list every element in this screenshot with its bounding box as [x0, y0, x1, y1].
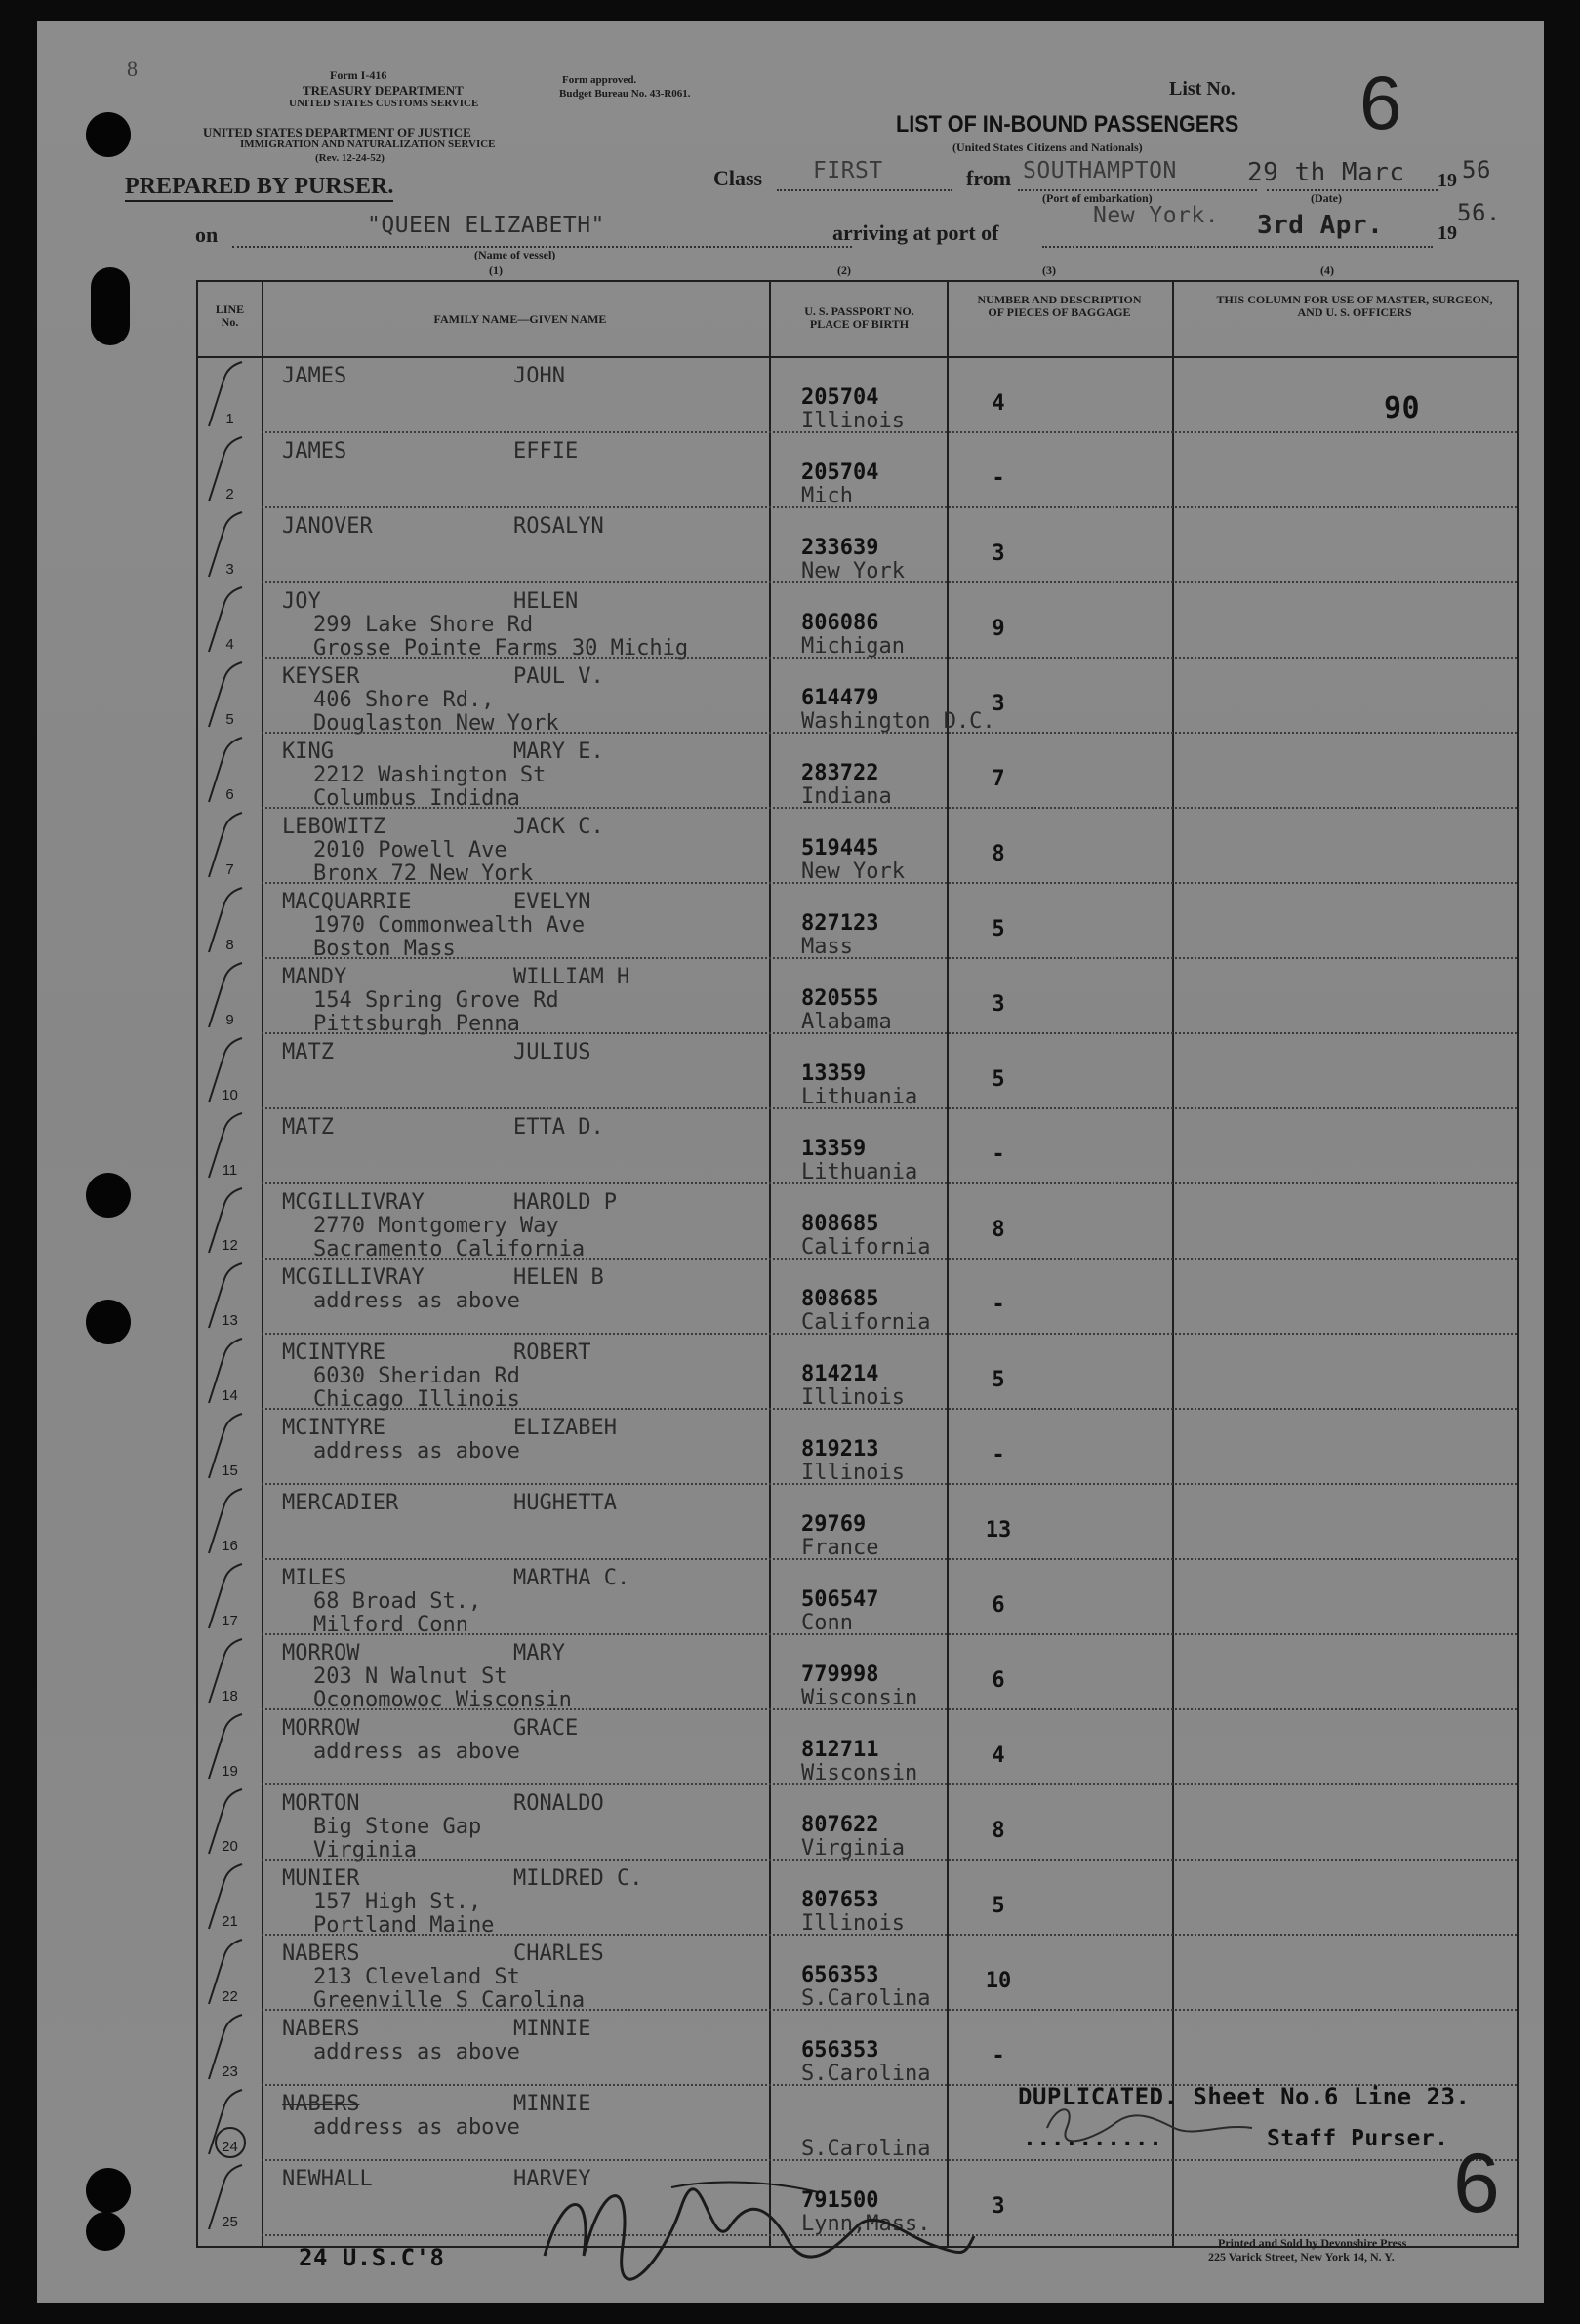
address-line-1: 1970 Commonwealth Ave — [313, 913, 586, 938]
table-row — [198, 734, 1517, 809]
baggage-count: 4 — [992, 1743, 1005, 1768]
class-label: Class — [713, 166, 763, 190]
baggage-count: 7 — [992, 767, 1005, 791]
passport-number: 13359 — [801, 1137, 867, 1161]
address-line-1: 203 N Walnut St — [313, 1664, 507, 1689]
family-name: MANDY — [282, 965, 347, 989]
purser-signature — [1037, 2099, 1262, 2147]
family-name: KING — [282, 740, 334, 764]
place-of-birth: Alabama — [801, 1010, 892, 1034]
date-caption: (Date) — [1311, 191, 1342, 205]
table-row — [198, 1861, 1517, 1936]
family-name: MACQUARRIE — [282, 890, 412, 914]
check-mark — [203, 734, 262, 807]
baggage-count: - — [992, 1142, 1005, 1167]
family-name: MATZ — [282, 1115, 334, 1140]
customs-service: UNITED STATES CUSTOMS SERVICE — [289, 98, 479, 109]
passport-number: 808685 — [801, 1212, 879, 1236]
place-of-birth: New York — [801, 860, 905, 884]
table-row — [198, 809, 1517, 884]
port-embark-caption: (Port of embarkation) — [1042, 191, 1153, 205]
document-page — [37, 21, 1544, 2303]
passport-number: 812711 — [801, 1738, 879, 1762]
given-name: HUGHETTA — [513, 1491, 617, 1515]
check-mark — [203, 1260, 262, 1333]
col4-caption: (4) — [1320, 263, 1334, 277]
check-mark — [203, 508, 262, 581]
baggage-count: 8 — [992, 842, 1005, 866]
family-name: MUNIER — [282, 1866, 360, 1891]
place-of-birth: Illinois — [801, 409, 905, 433]
family-name: NABERS — [282, 1942, 360, 1966]
given-name: MILDRED C. — [513, 1866, 643, 1891]
table-row — [198, 1109, 1517, 1184]
place-of-birth: Illinois — [801, 1911, 905, 1936]
place-of-birth: Wisconsin — [801, 1686, 918, 1710]
family-name: MCINTYRE — [282, 1416, 385, 1440]
arriving-label: arriving at port of — [832, 220, 999, 245]
given-name: PAUL V. — [513, 664, 604, 689]
address-line-2: Bronx 72 New York — [313, 861, 534, 886]
passenger-table — [196, 280, 1519, 2248]
corner-mark: 6 — [1453, 2137, 1500, 2230]
table-row — [198, 1485, 1517, 1560]
col-officers: THIS COLUMN FOR USE OF MASTER, SURGEON, AND U. S. OFFICERS — [1216, 293, 1493, 319]
given-name: GRACE — [513, 1716, 579, 1741]
punch-hole — [91, 267, 130, 345]
passport-number: 656353 — [801, 2038, 879, 2063]
table-row — [198, 1560, 1517, 1635]
line-number: 3 — [225, 561, 234, 578]
passport-number: 807622 — [801, 1813, 879, 1837]
passport-number: 779998 — [801, 1663, 879, 1687]
passport-number: 29769 — [801, 1512, 867, 1537]
check-mark — [203, 1635, 262, 1708]
passport-number: 656353 — [801, 1963, 879, 1987]
given-name: HELEN B — [513, 1265, 604, 1290]
col2-caption: (2) — [837, 263, 851, 277]
line-number: 2 — [225, 486, 234, 502]
punch-hole — [86, 112, 131, 157]
from-label: from — [966, 166, 1012, 190]
family-name: MERCADIER — [282, 1491, 399, 1515]
check-mark — [203, 884, 262, 957]
address-line-1: address as above — [313, 1740, 520, 1764]
family-name: NABERS — [282, 2092, 360, 2116]
address-line-2: Boston Mass — [313, 937, 456, 961]
passport-number: 806086 — [801, 611, 879, 635]
line-number: 5 — [225, 711, 234, 728]
address-line-2: Sacramento California — [313, 1237, 586, 1262]
passport-number: 819213 — [801, 1437, 879, 1462]
year-prefix-2: 19 — [1438, 222, 1457, 244]
address-line-1: 2010 Powell Ave — [313, 838, 507, 862]
vessel-caption: (Name of vessel) — [474, 248, 556, 261]
year-prefix: 19 — [1438, 170, 1457, 191]
check-mark — [203, 1861, 262, 1934]
family-name: MCGILLIVRAY — [282, 1265, 425, 1290]
given-name: ROSALYN — [513, 514, 604, 539]
line-number: 17 — [222, 1613, 238, 1629]
check-mark — [203, 959, 262, 1032]
passport-number: 205704 — [801, 461, 879, 485]
place-of-birth: Mich — [801, 484, 853, 508]
passport-number: 791500 — [801, 2188, 879, 2213]
family-name: MORROW — [282, 1716, 360, 1741]
check-mark — [203, 1485, 262, 1558]
form-approved: Form approved. — [562, 74, 637, 86]
address-line-2: Virginia — [313, 1838, 417, 1863]
class-value: FIRST — [813, 158, 883, 183]
line-number: 22 — [222, 1988, 238, 2005]
address-line-1: 2770 Montgomery Way — [313, 1214, 559, 1238]
passport-number: 506547 — [801, 1587, 879, 1612]
address-line-2: Greenville S Carolina — [313, 1988, 586, 2013]
given-name: ELIZABEH — [513, 1416, 617, 1440]
family-name: MORROW — [282, 1641, 360, 1665]
table-row — [198, 508, 1517, 583]
address-line-2: Milford Conn — [313, 1613, 468, 1637]
line-number: 10 — [222, 1087, 238, 1103]
address-line-2: Columbus Indidna — [313, 786, 520, 811]
treasury-dept: TREASURY DEPARTMENT — [303, 83, 464, 98]
place-of-birth: California — [801, 1310, 931, 1335]
signature-scrawl — [525, 2168, 984, 2285]
baggage-count: 10 — [985, 1969, 1012, 1993]
baggage-count: 5 — [992, 1067, 1005, 1092]
line-number: 25 — [222, 2214, 238, 2230]
baggage-count: 3 — [992, 541, 1005, 566]
statute-reference: 24 U.S.C'8 — [299, 2244, 445, 2271]
line-number: 11 — [222, 1162, 238, 1179]
from-value: SOUTHAMPTON — [1023, 158, 1177, 183]
table-row — [198, 959, 1517, 1034]
check-mark — [203, 809, 262, 882]
given-name: ETTA D. — [513, 1115, 604, 1140]
address-line-1: address as above — [313, 1439, 520, 1463]
punch-hole — [86, 2168, 131, 2213]
col-name: FAMILY NAME—GIVEN NAME — [433, 312, 607, 326]
line-number: 23 — [222, 2064, 238, 2080]
table-row — [198, 1410, 1517, 1485]
place-of-birth: Lithuania — [801, 1085, 918, 1109]
address-line-2: Douglaston New York — [313, 711, 559, 736]
baggage-count: 3 — [992, 692, 1005, 716]
arrival-date: 3rd Apr. — [1257, 211, 1384, 240]
address-line-1: 406 Shore Rd., — [313, 688, 495, 712]
duplicated-note: DUPLICATED. Sheet No.6 Line 23. — [1018, 2083, 1471, 2110]
list-no-value: 6 — [1359, 60, 1402, 145]
line-number: 13 — [222, 1312, 238, 1329]
form-number: Form I-416 — [330, 68, 387, 82]
check-mark — [203, 1710, 262, 1783]
passport-number: 820555 — [801, 986, 879, 1011]
passport-number: 814214 — [801, 1362, 879, 1386]
address-line-2: Chicago Illinois — [313, 1387, 520, 1412]
address-line-2: Portland Maine — [313, 1913, 495, 1938]
arrival-year: 56. — [1457, 199, 1501, 226]
line-number: 15 — [222, 1463, 238, 1479]
departure-year: 56 — [1462, 156, 1491, 183]
family-name: JANOVER — [282, 514, 373, 539]
line-number: 24 — [222, 2139, 238, 2155]
staff-purser: Staff Purser. — [1267, 2126, 1449, 2151]
given-name: JULIUS — [513, 1040, 591, 1064]
check-mark — [203, 358, 262, 431]
given-name: JOHN — [513, 364, 565, 388]
place-of-birth: Conn — [801, 1611, 853, 1635]
check-mark — [203, 1410, 262, 1483]
check-mark — [203, 2011, 262, 2084]
family-name: KEYSER — [282, 664, 360, 689]
check-mark — [203, 2161, 262, 2234]
table-row — [198, 1335, 1517, 1410]
baggage-count: 3 — [992, 2194, 1005, 2219]
check-mark — [203, 583, 262, 657]
col3-caption: (3) — [1042, 263, 1056, 277]
baggage-count: 8 — [992, 1218, 1005, 1242]
given-name: HAROLD P — [513, 1190, 617, 1215]
page-mark: 8 — [127, 57, 138, 81]
place-of-birth: Illinois — [801, 1385, 905, 1410]
given-name: CHARLES — [513, 1942, 604, 1966]
punch-hole — [86, 2212, 125, 2251]
family-name: MORTON — [282, 1791, 360, 1816]
punch-hole — [86, 1300, 131, 1344]
passport-number: 614479 — [801, 686, 879, 710]
justice-dept: UNITED STATES DEPARTMENT OF JUSTICE — [203, 125, 471, 140]
baggage-count: 3 — [992, 992, 1005, 1017]
family-name: JAMES — [282, 439, 347, 463]
check-mark — [203, 1184, 262, 1258]
col-baggage: NUMBER AND DESCRIPTION OF PIECES OF BAGGAGE — [977, 293, 1142, 319]
place-of-birth: New York — [801, 559, 905, 583]
baggage-count: - — [992, 466, 1005, 491]
address-line-1: 6030 Sheridan Rd — [313, 1364, 520, 1388]
table-row — [198, 1936, 1517, 2011]
line-number: 20 — [222, 1838, 238, 1855]
place-of-birth: S.Carolina — [801, 2062, 931, 2086]
baggage-count: - — [992, 1443, 1005, 1467]
given-name: MINNIE — [513, 2092, 591, 2116]
given-name: JACK C. — [513, 815, 604, 839]
baggage-count: 6 — [992, 1593, 1005, 1618]
place-of-birth: Washington D.C. — [801, 709, 995, 734]
baggage-count: 4 — [992, 391, 1005, 416]
baggage-count: 5 — [992, 1368, 1005, 1392]
table-row — [198, 433, 1517, 508]
passport-number: 808685 — [801, 1287, 879, 1311]
baggage-count: 5 — [992, 1894, 1005, 1918]
check-mark — [203, 659, 262, 732]
address-line-1: address as above — [313, 1289, 520, 1313]
table-row — [198, 659, 1517, 734]
place-of-birth: Lynn,Mass. — [801, 2212, 931, 2236]
given-name: EFFIE — [513, 439, 579, 463]
purser-signature-dots: .......... — [1023, 2126, 1163, 2151]
given-name: MARY — [513, 1641, 565, 1665]
baggage-count: 8 — [992, 1819, 1005, 1843]
prepared-by: PREPARED BY PURSER. — [125, 174, 393, 202]
baggage-count: 6 — [992, 1668, 1005, 1693]
document-subtitle: (United States Citizens and Nationals) — [952, 140, 1143, 154]
line-number: 8 — [225, 937, 234, 953]
family-name: MILES — [282, 1566, 347, 1590]
given-name: MARY E. — [513, 740, 604, 764]
family-name: NABERS — [282, 2017, 360, 2041]
table-row — [198, 1260, 1517, 1335]
budget-bureau: Budget Bureau No. 43-R061. — [559, 88, 691, 100]
line-number: 19 — [222, 1763, 238, 1780]
col-passport: U. S. PASSPORT NO. PLACE OF BIRTH — [804, 304, 914, 331]
document-title: LIST OF IN-BOUND PASSENGERS — [896, 111, 1239, 138]
printer-line-1: Printed and Sold by Devonshire Press — [1218, 2236, 1407, 2250]
check-mark — [203, 1785, 262, 1859]
line-number: 9 — [225, 1012, 234, 1028]
address-line-1: 68 Broad St., — [313, 1589, 482, 1614]
place-of-birth: S.Carolina — [801, 2137, 931, 2161]
baggage-count: 9 — [992, 617, 1005, 641]
given-name: HARVEY — [513, 2167, 591, 2191]
baggage-count: - — [992, 2044, 1005, 2068]
check-mark — [203, 1936, 262, 2009]
place-of-birth: Wisconsin — [801, 1761, 918, 1785]
line-number: 12 — [222, 1237, 238, 1254]
ins-service: IMMIGRATION AND NATURALIZATION SERVICE — [240, 139, 496, 150]
given-name: ROBERT — [513, 1341, 591, 1365]
passport-number: 519445 — [801, 836, 879, 861]
place-of-birth: Indiana — [801, 784, 892, 809]
check-mark — [203, 1034, 262, 1107]
given-name: MARTHA C. — [513, 1566, 630, 1590]
address-line-1: address as above — [313, 2040, 520, 2064]
family-name: JOY — [282, 589, 321, 614]
line-number: 4 — [225, 636, 234, 653]
passport-number: 205704 — [801, 385, 879, 410]
family-name: JAMES — [282, 364, 347, 388]
line-number: 18 — [222, 1688, 238, 1704]
passport-number: 283722 — [801, 761, 879, 785]
baggage-count: 5 — [992, 917, 1005, 942]
check-mark — [203, 2086, 262, 2159]
check-mark — [203, 1109, 262, 1182]
col-line-no: LINE No. — [215, 302, 245, 329]
place-of-birth: S.Carolina — [801, 1986, 931, 2011]
place-of-birth: Mass — [801, 935, 853, 959]
table-row — [198, 1184, 1517, 1260]
given-name: HELEN — [513, 589, 579, 614]
address-line-2: Pittsburgh Penna — [313, 1012, 520, 1036]
address-line-1: 157 High St., — [313, 1890, 482, 1914]
given-name: EVELYN — [513, 890, 591, 914]
line-number: 16 — [222, 1538, 238, 1554]
table-row — [198, 1635, 1517, 1710]
table-row — [198, 2011, 1517, 2086]
table-row — [198, 1785, 1517, 1861]
given-name: RONALDO — [513, 1791, 604, 1816]
check-mark — [203, 433, 262, 506]
line-number: 14 — [222, 1387, 238, 1404]
on-label: on — [195, 222, 219, 247]
table-row — [198, 358, 1517, 433]
passport-number: 13359 — [801, 1062, 867, 1086]
col1-caption: (1) — [489, 263, 503, 277]
line-number: 1 — [225, 411, 234, 427]
table-row — [198, 1034, 1517, 1109]
address-line-1: 213 Cleveland St — [313, 1965, 520, 1989]
address-line-1: 2212 Washington St — [313, 763, 547, 787]
address-line-1: 299 Lake Shore Rd — [313, 613, 534, 637]
passport-number: 807653 — [801, 1888, 879, 1912]
passport-number: 233639 — [801, 536, 879, 560]
punch-hole — [86, 1173, 131, 1218]
address-line-2: Oconomowoc Wisconsin — [313, 1688, 572, 1712]
place-of-birth: Lithuania — [801, 1160, 918, 1184]
passport-number: 827123 — [801, 911, 879, 936]
address-line-1: address as above — [313, 2115, 520, 2140]
table-row — [198, 583, 1517, 659]
given-name: MINNIE — [513, 2017, 591, 2041]
check-mark — [203, 1335, 262, 1408]
address-line-1: 154 Spring Grove Rd — [313, 988, 559, 1013]
officer-note: 90 — [1384, 391, 1421, 425]
baggage-count: - — [992, 1293, 1005, 1317]
family-name: MATZ — [282, 1040, 334, 1064]
printer-line-2: 225 Varick Street, New York 14, N. Y. — [1208, 2250, 1395, 2264]
arrival-port: New York. — [1093, 203, 1220, 228]
place-of-birth: Illinois — [801, 1461, 905, 1485]
family-name: NEWHALL — [282, 2167, 373, 2191]
baggage-count: 13 — [985, 1518, 1012, 1543]
place-of-birth: California — [801, 1235, 931, 1260]
family-name: LEBOWITZ — [282, 815, 385, 839]
place-of-birth: Virginia — [801, 1836, 905, 1861]
family-name: MCGILLIVRAY — [282, 1190, 425, 1215]
line-number: 6 — [225, 786, 234, 803]
revision: (Rev. 12-24-52) — [315, 152, 385, 164]
place-of-birth: Michigan — [801, 634, 905, 659]
line-number: 21 — [222, 1913, 238, 1930]
departure-date: 29 th Marc — [1247, 158, 1405, 187]
list-no-label: List No. — [1169, 78, 1236, 100]
check-mark — [203, 1560, 262, 1633]
place-of-birth: France — [801, 1536, 879, 1560]
family-name: MCINTYRE — [282, 1341, 385, 1365]
table-row — [198, 884, 1517, 959]
vessel-name: "QUEEN ELIZABETH" — [367, 213, 605, 238]
line-number: 7 — [225, 861, 234, 878]
address-line-1: Big Stone Gap — [313, 1815, 482, 1839]
address-line-2: Grosse Pointe Farms 30 Michig — [313, 636, 689, 661]
given-name: WILLIAM H — [513, 965, 630, 989]
table-row — [198, 1710, 1517, 1785]
